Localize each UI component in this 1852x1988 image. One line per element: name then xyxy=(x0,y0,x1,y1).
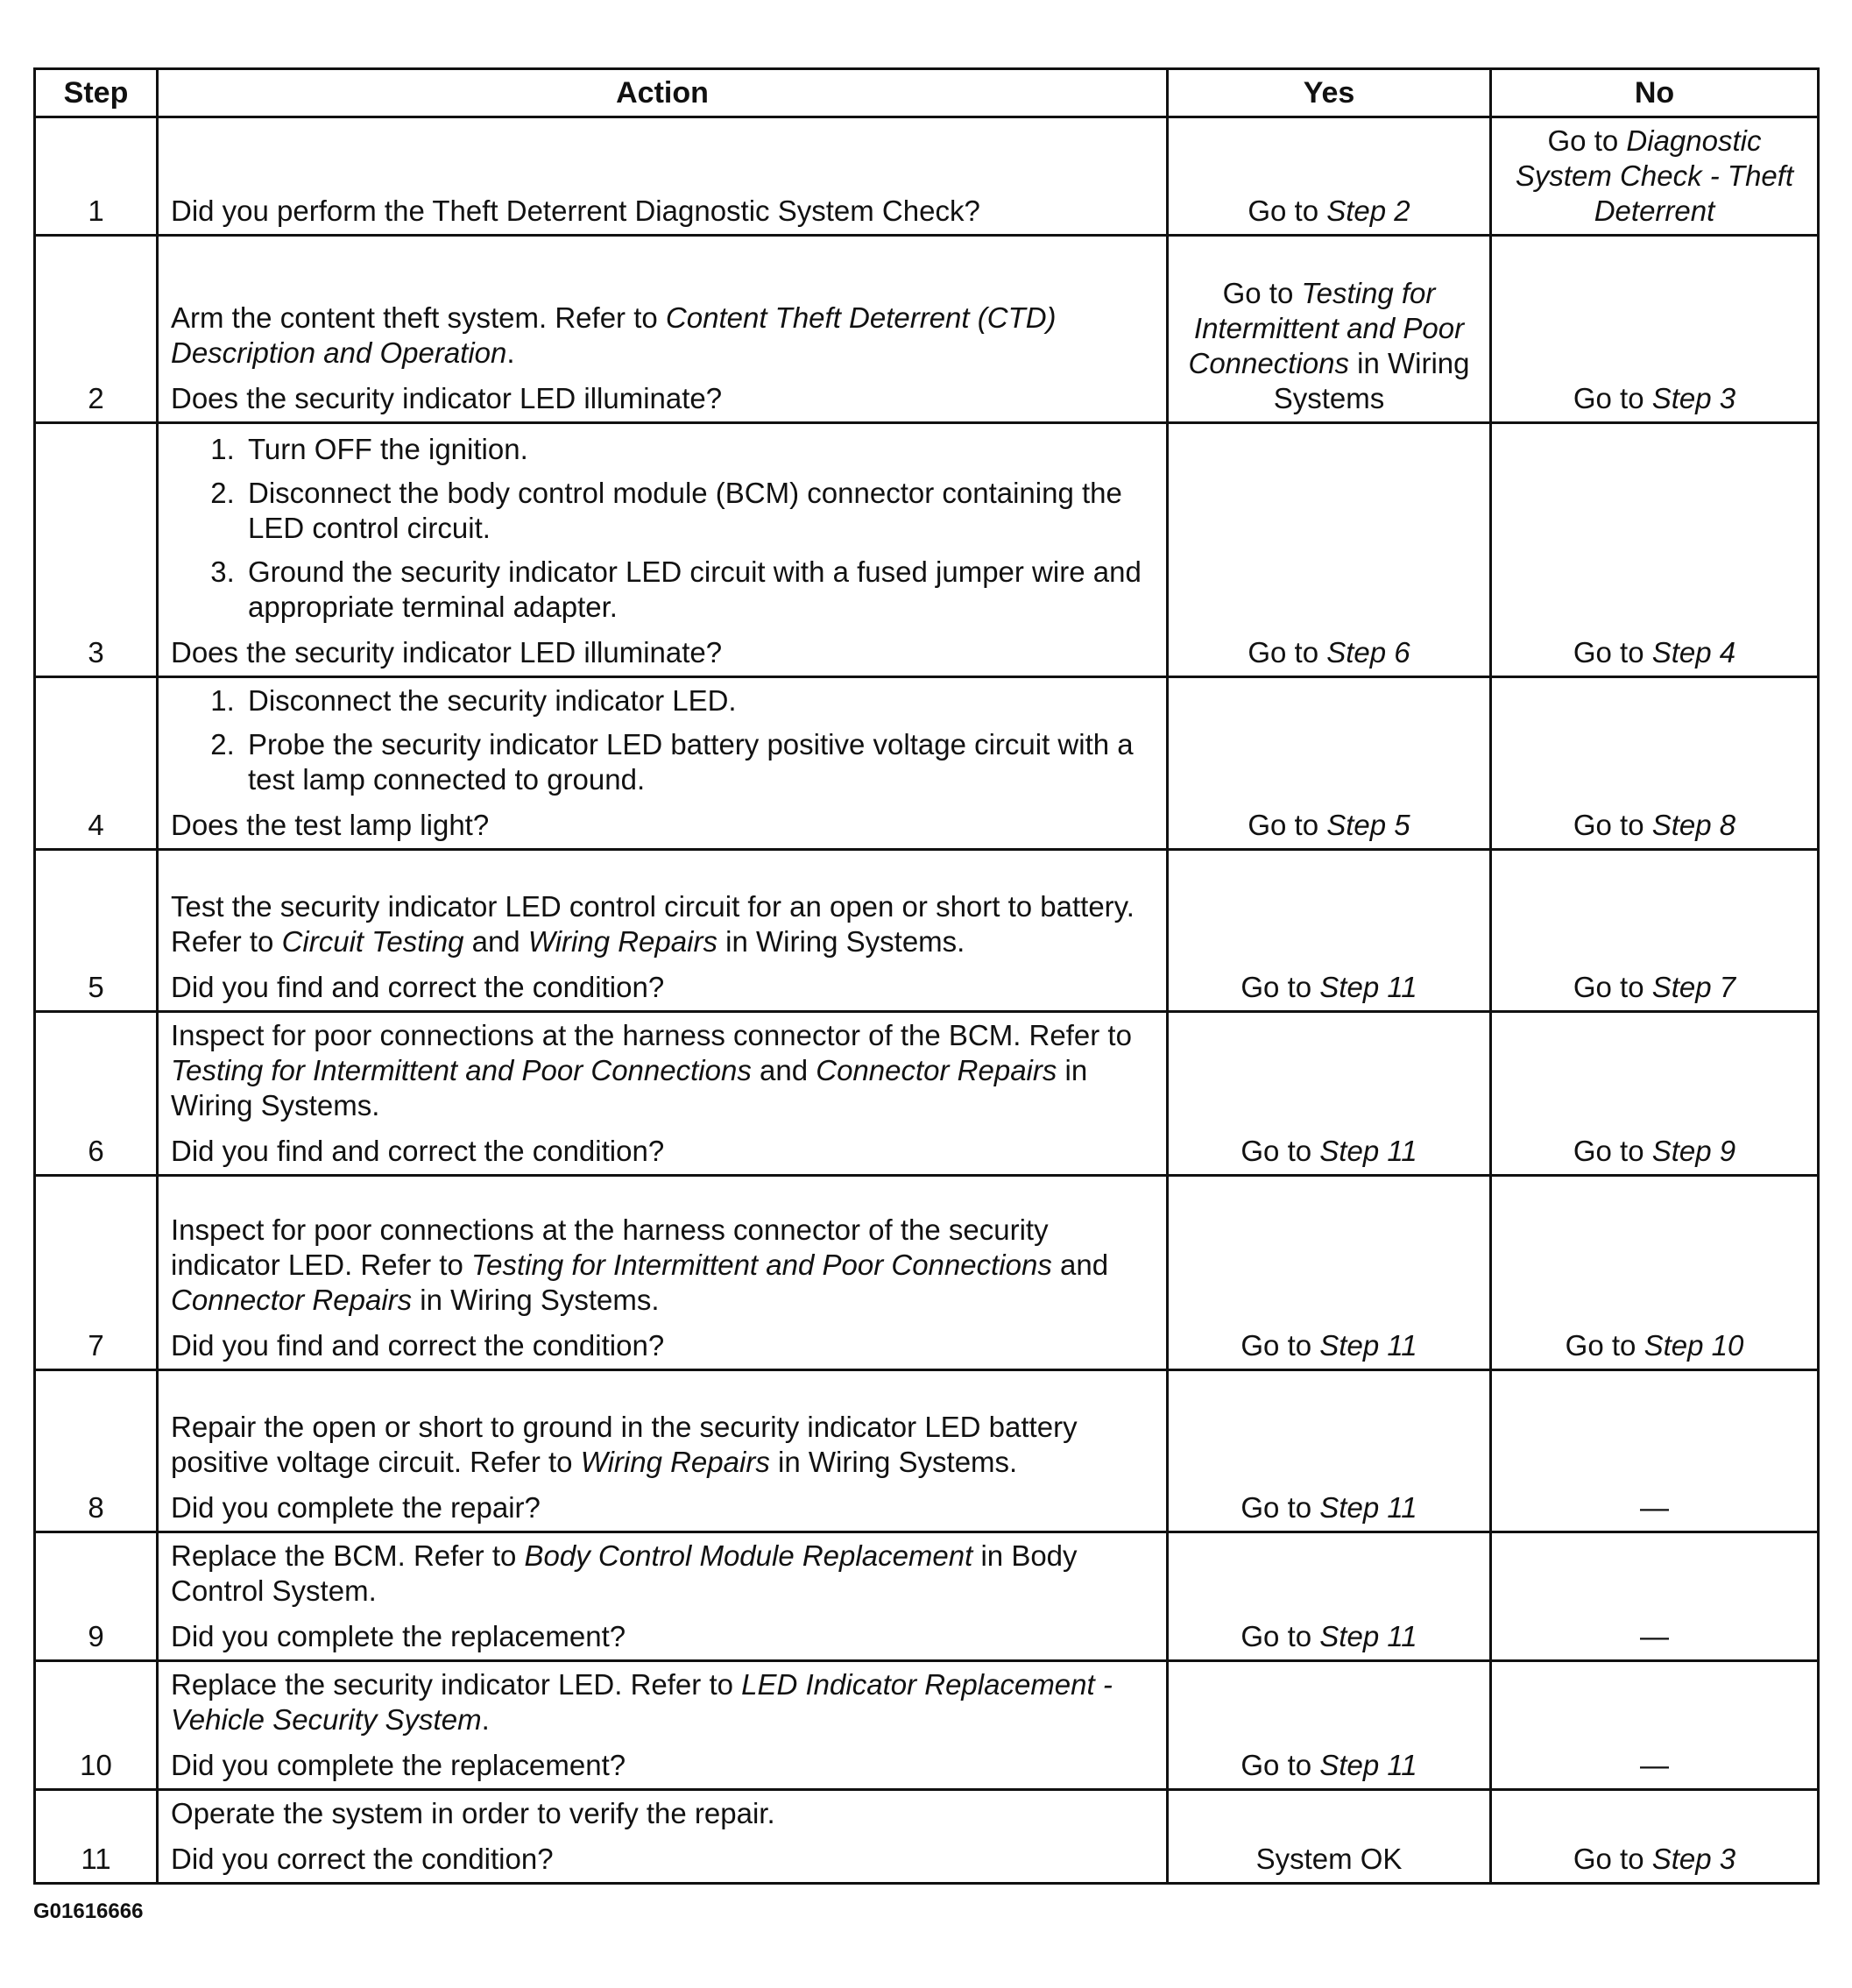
action-instruction xyxy=(171,1213,1154,1318)
no-prefix: Go to xyxy=(1565,1329,1644,1362)
yes-cell xyxy=(1168,850,1491,1012)
diagnostic-table xyxy=(33,67,1820,1885)
yes-prefix: Go to xyxy=(1248,809,1327,841)
action-cell xyxy=(158,1012,1168,1176)
instruction-end: . xyxy=(481,1703,490,1736)
no-prefix: Go to xyxy=(1573,1135,1652,1167)
yes-cell xyxy=(1168,236,1491,423)
yes-ref: Step 6 xyxy=(1326,636,1410,669)
no-cell: — xyxy=(1491,1661,1819,1790)
table-row xyxy=(35,117,1819,236)
yes-ref: Step 11 xyxy=(1319,971,1417,1003)
instruction-ref: Testing for Intermittent and Poor Connections xyxy=(171,1054,752,1086)
no-prefix: Go to xyxy=(1573,636,1652,669)
action-cell xyxy=(158,117,1168,236)
action-cell xyxy=(158,423,1168,677)
no-cell xyxy=(1491,236,1819,423)
step-number: 9 xyxy=(35,1532,158,1661)
action-cell xyxy=(158,1661,1168,1790)
no-cell: — xyxy=(1491,1532,1819,1661)
yes-cell: System OK xyxy=(1168,1790,1491,1884)
instruction-ref-2: Connector Repairs xyxy=(816,1054,1057,1086)
action-instruction xyxy=(171,1018,1154,1123)
no-ref: Diagnostic System Check - Theft Deterrent xyxy=(1515,124,1794,227)
table-row xyxy=(35,423,1819,677)
yes-ref: Step 5 xyxy=(1326,809,1410,841)
no-prefix: Go to xyxy=(1573,382,1652,414)
instruction-text: Replace the security indicator LED. Refer to xyxy=(171,1668,742,1701)
instruction-end: in Wiring Systems. xyxy=(717,925,965,958)
action-instruction xyxy=(171,1539,1154,1609)
action-question: Did you find and correct the condition? xyxy=(171,1329,665,1362)
action-cell xyxy=(158,677,1168,850)
step-number: 10 xyxy=(35,1661,158,1790)
no-prefix: Go to xyxy=(1573,971,1652,1003)
no-cell xyxy=(1491,850,1819,1012)
yes-prefix: Go to xyxy=(1241,1491,1320,1524)
substep-item: 1. Turn OFF the ignition. xyxy=(243,432,1154,467)
no-ref: Step 7 xyxy=(1651,971,1736,1003)
yes-cell xyxy=(1168,1661,1491,1790)
instruction-mid: and xyxy=(1051,1249,1109,1281)
instruction-text: Arm the content theft system. Refer to xyxy=(171,301,666,334)
yes-ref: Step 11 xyxy=(1319,1620,1417,1652)
table-row xyxy=(35,677,1819,850)
action-cell xyxy=(158,1176,1168,1370)
action-question: Did you find and correct the condition? xyxy=(171,971,665,1003)
instruction-mid: and xyxy=(751,1054,816,1086)
step-number: 4 xyxy=(35,677,158,850)
no-prefix: Go to xyxy=(1573,1843,1652,1875)
yes-cell xyxy=(1168,117,1491,236)
yes-prefix: Go to xyxy=(1222,277,1302,309)
substep-item: 2. Disconnect the body control module (BCM) connector containing the LED control circuit. xyxy=(243,476,1154,546)
yes-prefix: Go to xyxy=(1241,1620,1320,1652)
action-question: Did you correct the condition? xyxy=(171,1843,554,1875)
instruction-end: in Wiring Systems. xyxy=(171,1054,1088,1121)
yes-cell xyxy=(1168,1176,1491,1370)
action-question: Did you complete the replacement? xyxy=(171,1749,626,1781)
instruction-ref: Body Control Module Replacement xyxy=(524,1539,973,1572)
instruction-text: Inspect for poor connections at the harness connector of the BCM. Refer to xyxy=(171,1019,1132,1051)
action-question: Did you complete the repair? xyxy=(171,1491,541,1524)
no-cell xyxy=(1491,423,1819,677)
yes-prefix: Go to xyxy=(1248,195,1327,227)
header-action: Action xyxy=(158,69,1168,117)
substep-list xyxy=(171,432,1154,625)
instruction-text: Inspect for poor connections at the harness connector of the security indicator LED. Refer to xyxy=(171,1213,1049,1281)
yes-prefix: Go to xyxy=(1241,971,1320,1003)
no-cell xyxy=(1491,117,1819,236)
step-number: 11 xyxy=(35,1790,158,1884)
no-ref: Step 10 xyxy=(1643,1329,1744,1362)
action-instruction xyxy=(171,301,1154,371)
table-row xyxy=(35,1790,1819,1884)
action-question: Does the test lamp light? xyxy=(171,809,490,841)
step-number: 7 xyxy=(35,1176,158,1370)
action-question: Did you find and correct the condition? xyxy=(171,1135,665,1167)
table-row xyxy=(35,1176,1819,1370)
step-number: 3 xyxy=(35,423,158,677)
instruction-ref: Testing for Intermittent and Poor Connections xyxy=(471,1249,1052,1281)
no-ref: Step 9 xyxy=(1651,1135,1736,1167)
no-cell xyxy=(1491,1790,1819,1884)
yes-cell xyxy=(1168,1370,1491,1532)
instruction-end: in Body Control System. xyxy=(171,1539,1078,1607)
yes-prefix: Go to xyxy=(1248,636,1327,669)
instruction-ref: Wiring Repairs xyxy=(580,1446,770,1478)
no-ref: Step 3 xyxy=(1651,1843,1736,1875)
action-cell xyxy=(158,850,1168,1012)
no-ref: Step 4 xyxy=(1651,636,1736,669)
table-header-row xyxy=(35,69,1819,117)
figure-id: G01616666 xyxy=(33,1900,144,1923)
instruction-ref: Circuit Testing xyxy=(281,925,464,958)
action-cell xyxy=(158,1370,1168,1532)
instruction-ref-2: Wiring Repairs xyxy=(527,925,717,958)
action-cell xyxy=(158,236,1168,423)
header-no: No xyxy=(1491,69,1819,117)
substep-list xyxy=(171,683,1154,797)
no-prefix: Go to xyxy=(1573,809,1652,841)
yes-prefix: Go to xyxy=(1241,1135,1320,1167)
action-instruction: Operate the system in order to verify the repair. xyxy=(171,1797,775,1829)
step-number: 8 xyxy=(35,1370,158,1532)
no-cell xyxy=(1491,677,1819,850)
yes-cell xyxy=(1168,423,1491,677)
yes-ref: Step 2 xyxy=(1326,195,1410,227)
header-yes: Yes xyxy=(1168,69,1491,117)
table-row xyxy=(35,236,1819,423)
yes-cell xyxy=(1168,1012,1491,1176)
instruction-end: . xyxy=(506,336,515,369)
action-question: Did you perform the Theft Deterrent Diagnostic System Check? xyxy=(171,195,980,227)
action-question: Does the security indicator LED illuminate? xyxy=(171,382,723,414)
no-cell xyxy=(1491,1176,1819,1370)
action-question: Did you complete the replacement? xyxy=(171,1620,626,1652)
action-instruction xyxy=(171,1410,1154,1480)
no-cell: — xyxy=(1491,1370,1819,1532)
instruction-text: Replace the BCM. Refer to xyxy=(171,1539,525,1572)
instruction-text: Repair the open or short to ground in the security indicator LED battery positive voltage circuit. Refer to xyxy=(171,1411,1078,1478)
action-question: Does the security indicator LED illuminate? xyxy=(171,636,723,669)
yes-ref: Step 11 xyxy=(1319,1135,1417,1167)
header-step: Step xyxy=(35,69,158,117)
no-prefix: Go to xyxy=(1547,124,1627,157)
instruction-end: in Wiring Systems. xyxy=(412,1284,660,1316)
instruction-mid: and xyxy=(463,925,528,958)
yes-cell xyxy=(1168,677,1491,850)
yes-ref: Step 11 xyxy=(1319,1491,1417,1524)
no-ref: Step 3 xyxy=(1651,382,1736,414)
step-number: 1 xyxy=(35,117,158,236)
yes-prefix: Go to xyxy=(1241,1329,1320,1362)
instruction-text: Test the security indicator LED control circuit for an open or short to battery. Refer to xyxy=(171,890,1135,958)
step-number: 2 xyxy=(35,236,158,423)
action-cell xyxy=(158,1790,1168,1884)
action-instruction xyxy=(171,1667,1154,1737)
table-row xyxy=(35,1012,1819,1176)
table-row xyxy=(35,1532,1819,1661)
instruction-ref-2: Connector Repairs xyxy=(171,1284,413,1316)
yes-suffix: in Wiring Systems xyxy=(1273,347,1470,414)
instruction-ref: LED Indicator Replacement - Vehicle Security System xyxy=(171,1668,1113,1736)
table-row xyxy=(35,1661,1819,1790)
yes-cell xyxy=(1168,1532,1491,1661)
yes-ref: Step 11 xyxy=(1319,1749,1417,1781)
action-instruction xyxy=(171,889,1154,959)
yes-prefix: Go to xyxy=(1241,1749,1320,1781)
no-ref: Step 8 xyxy=(1651,809,1736,841)
no-cell xyxy=(1491,1012,1819,1176)
instruction-ref: Content Theft Deterrent (CTD) Description and Operation xyxy=(171,301,1057,369)
yes-ref: Step 11 xyxy=(1319,1329,1417,1362)
instruction-end: in Wiring Systems. xyxy=(769,1446,1018,1478)
table-row xyxy=(35,1370,1819,1532)
action-cell xyxy=(158,1532,1168,1661)
step-number: 6 xyxy=(35,1012,158,1176)
table-row xyxy=(35,850,1819,1012)
substep-item: 2. Probe the security indicator LED battery positive voltage circuit with a test lamp connected to ground. xyxy=(243,727,1154,797)
substep-item: 1. Disconnect the security indicator LED. xyxy=(243,683,1154,718)
substep-item: 3. Ground the security indicator LED circuit with a fused jumper wire and appropriate terminal adapter. xyxy=(243,555,1154,625)
yes-ref: Testing for Intermittent and Poor Connections xyxy=(1188,277,1465,379)
step-number: 5 xyxy=(35,850,158,1012)
